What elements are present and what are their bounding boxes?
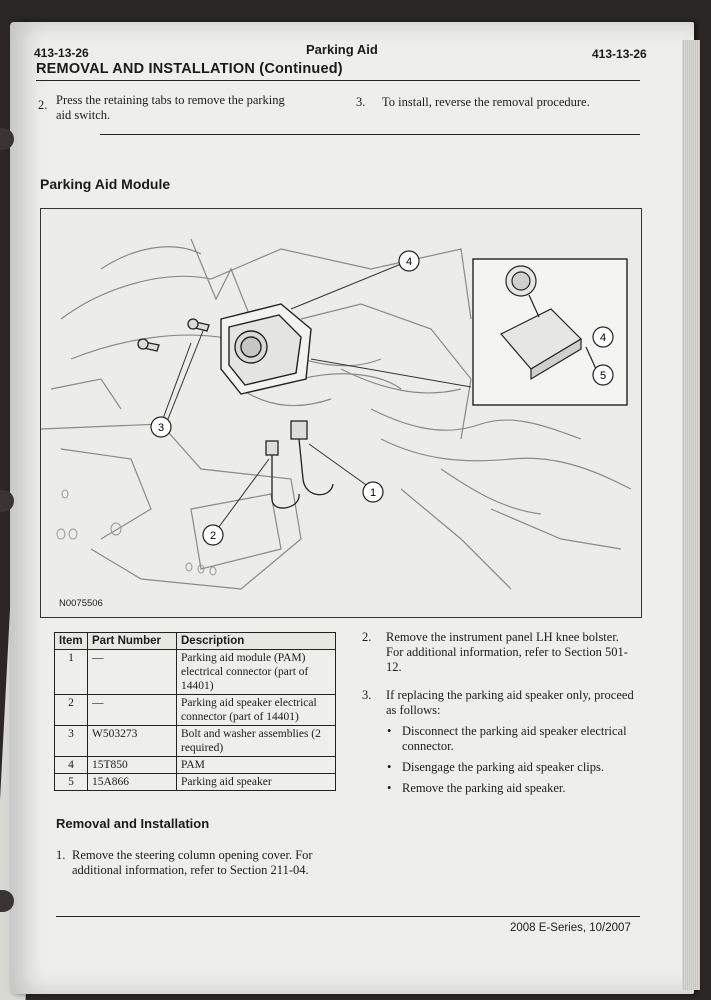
list-item: • Disengage the parking aid speaker clips.	[384, 760, 640, 775]
footer-edition: 2008 E-Series, 10/2007	[510, 922, 631, 934]
description-cell: Parking aid speaker	[177, 774, 336, 791]
description-cell: Parking aid speaker electrical connector (part of 14401)	[177, 695, 336, 726]
header-section-code-left: 413-13-26	[34, 46, 89, 60]
item-cell: 1	[55, 650, 88, 695]
step-number: 3.	[356, 95, 366, 109]
item-cell: 4	[55, 757, 88, 774]
description-cell: PAM	[177, 757, 336, 774]
part-number-cell: 15T850	[88, 757, 177, 774]
exploded-view-figure	[40, 208, 642, 618]
header-title: Parking Aid	[306, 42, 378, 57]
description-cell: Parking aid module (PAM) electrical connector (part of 14401)	[177, 650, 336, 695]
step-number: 1.	[56, 848, 66, 862]
step-text	[56, 93, 336, 123]
callout-number: 2	[209, 530, 217, 542]
step-text: Remove the steering column opening cover. For additional information, refer to Section 211-04.	[72, 848, 313, 877]
vent-ovals	[57, 490, 216, 575]
callout-number: 3	[157, 422, 165, 434]
step-text: If replacing the parking aid speaker only, proceed as follows:	[386, 688, 634, 717]
list-item: • Remove the parking aid speaker.	[384, 781, 640, 796]
callout-number: 4	[599, 332, 607, 344]
callout-number: 5	[599, 370, 607, 382]
part-number-cell: 15A866	[88, 774, 177, 791]
figure-id: N0075506	[59, 598, 103, 609]
step-number: 2.	[362, 630, 372, 644]
part-number-cell: —	[88, 695, 177, 726]
column-header: Item	[55, 633, 88, 650]
table-row	[55, 726, 336, 757]
sub-step-list	[384, 724, 640, 802]
table-header-row	[55, 633, 336, 650]
header-section-code-right: 413-13-26	[592, 47, 647, 61]
list-item: • Disconnect the parking aid speaker electrical connector.	[384, 724, 640, 754]
divider-line	[100, 134, 640, 135]
table-row	[55, 695, 336, 726]
parking-aid-module-drawing	[221, 304, 311, 394]
step-text-line: aid switch.	[56, 108, 111, 122]
item-cell: 2	[55, 695, 88, 726]
connector-harness	[266, 421, 333, 508]
module-heading: Parking Aid Module	[40, 176, 171, 192]
part-number-cell: W503273	[88, 726, 177, 757]
step-number: 2.	[38, 98, 48, 112]
table-row	[55, 774, 336, 791]
column-header: Part Number	[88, 633, 177, 650]
removal-heading: Removal and Installation	[56, 816, 210, 831]
item-cell: 3	[55, 726, 88, 757]
item-cell: 5	[55, 774, 88, 791]
column-header: Description	[177, 633, 336, 650]
step-text-line: Press the retaining tabs to remove the parking	[56, 93, 285, 107]
step-text: Remove the instrument panel LH knee bolster. For additional information, refer to Section 501-12.	[386, 630, 628, 674]
parts-table	[54, 632, 336, 791]
section-title: REMOVAL AND INSTALLATION (Continued)	[36, 61, 343, 77]
callout-number: 4	[405, 256, 413, 268]
description-cell: Bolt and washer assemblies (2 required)	[177, 726, 336, 757]
step-text: To install, reverse the removal procedure.	[382, 95, 590, 109]
table-row	[55, 757, 336, 774]
footer-rule	[56, 916, 640, 917]
section-rule	[36, 80, 640, 81]
page-stack-edge	[682, 40, 700, 990]
part-number-cell: —	[88, 650, 177, 695]
callout-number: 1	[369, 487, 377, 499]
step-number: 3.	[362, 688, 372, 702]
table-row	[55, 650, 336, 695]
figure-illustration	[41, 209, 641, 617]
